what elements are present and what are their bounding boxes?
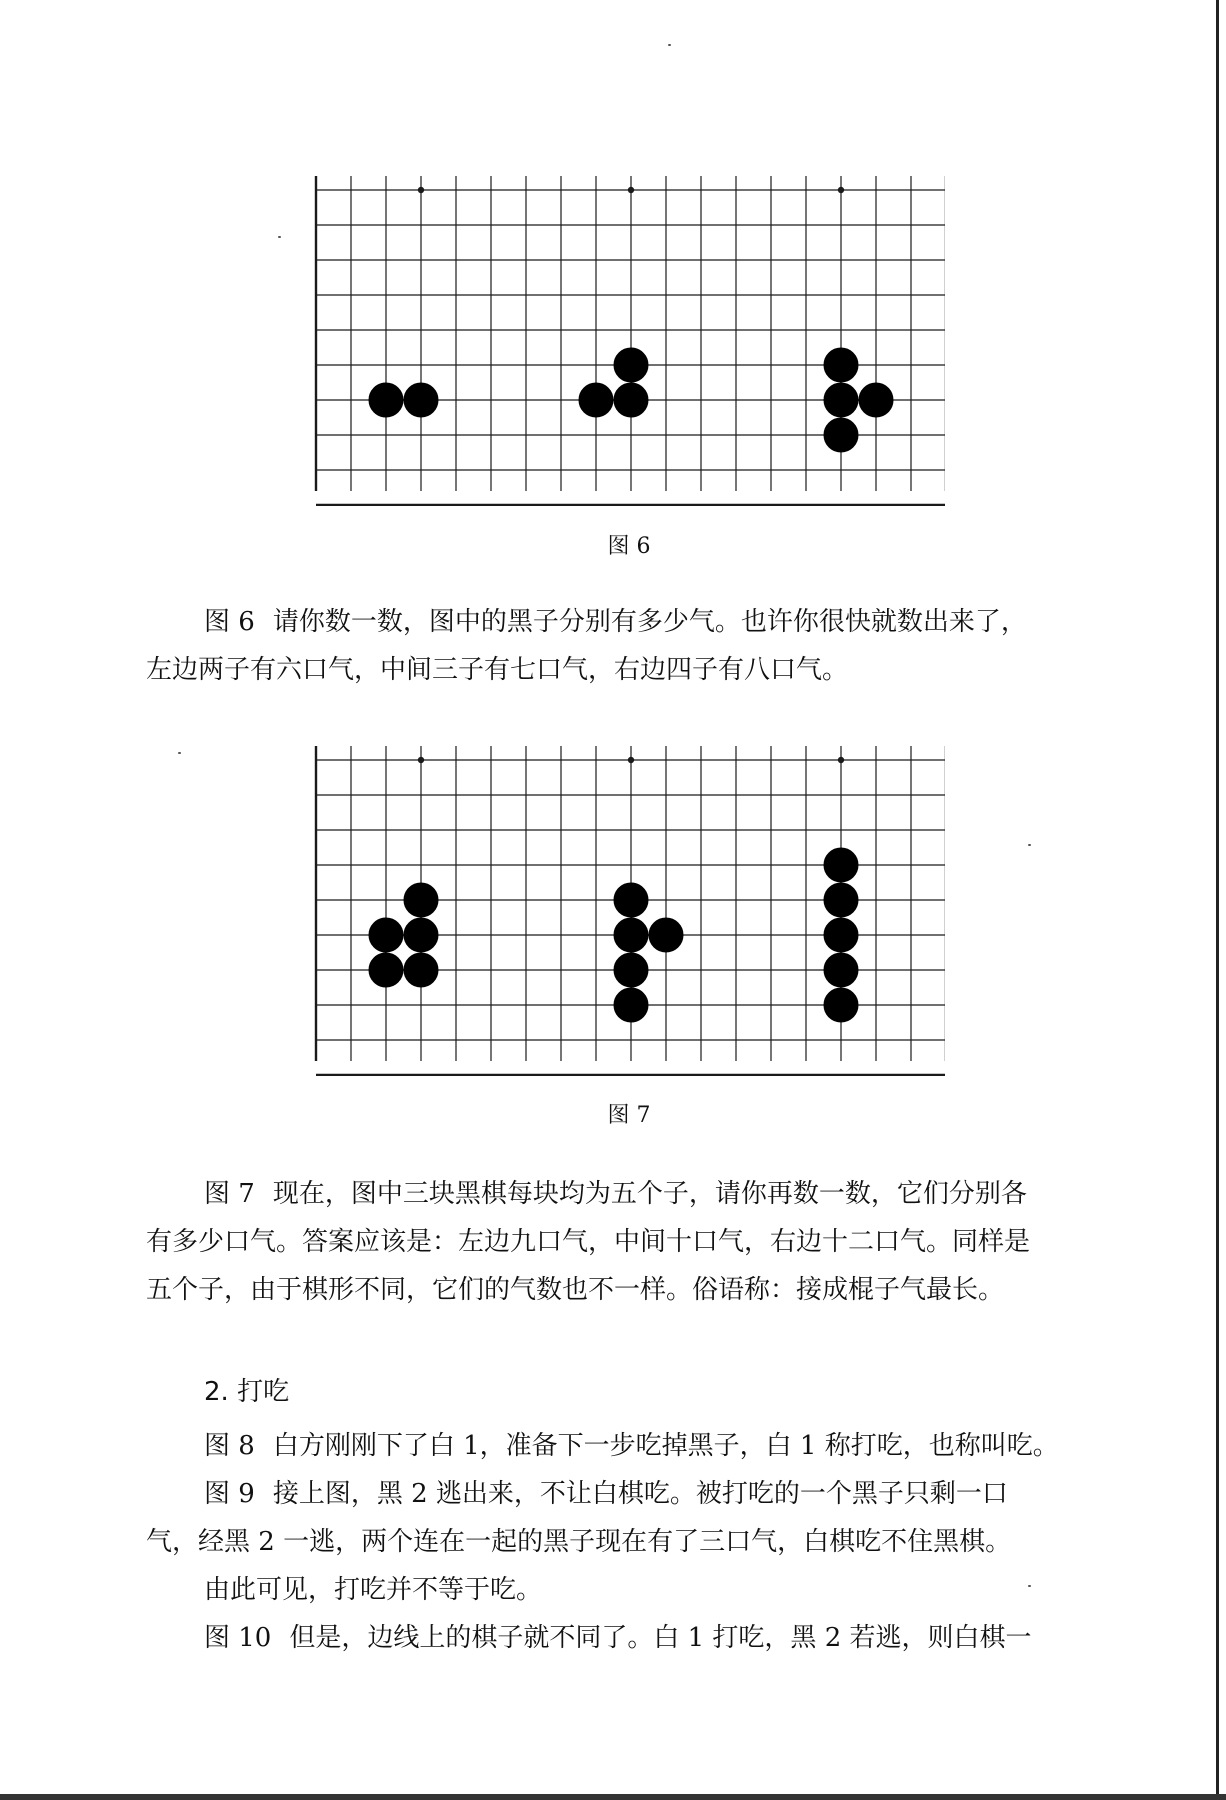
- star-point: [418, 757, 424, 763]
- star-point: [628, 757, 634, 763]
- text-segment: 但是，边线上的棋子就不同了。白 1 打吃，黑 2 若逃，则白棋一: [289, 1623, 1032, 1653]
- black-stone: [649, 918, 683, 952]
- black-stone: [404, 883, 438, 917]
- figure-6-caption: 图 6: [607, 534, 651, 559]
- scan-speck: [278, 236, 281, 238]
- black-stone: [824, 383, 858, 417]
- black-stone: [369, 918, 403, 952]
- star-point: [418, 187, 424, 193]
- black-stone: [824, 418, 858, 452]
- black-stone: [614, 988, 648, 1022]
- black-stone: [404, 383, 438, 417]
- black-stone: [579, 383, 613, 417]
- text-line: 五个子，由于棋形不同，它们的气数也不一样。俗语称：接成棍子气最长。: [146, 1275, 1005, 1305]
- black-stone: [614, 348, 648, 382]
- black-stone: [614, 953, 648, 987]
- text-line: [146, 1422, 1116, 1470]
- black-stone: [824, 848, 858, 882]
- text-segment: 白方刚刚下了白 1，准备下一步吃掉黑子，白 1 称打吃，也称叫吃。: [272, 1431, 1059, 1461]
- black-stone: [824, 883, 858, 917]
- scan-speck: [668, 44, 671, 46]
- black-stone: [824, 953, 858, 987]
- section-heading: 2. 打吃: [204, 1377, 290, 1407]
- figure-7-caption: 图 7: [607, 1103, 651, 1128]
- black-stone: [614, 918, 648, 952]
- text-line: [146, 1170, 1116, 1218]
- scan-speck: [1028, 1585, 1031, 1587]
- text-segment: 接上图，黑 2 逃出来，不让白棋吃。被打吃的一个黑子只剩一口: [272, 1479, 1008, 1509]
- figure-7-description: [146, 1170, 1116, 1314]
- go-board-figure-6: [313, 176, 945, 506]
- black-stone: [369, 383, 403, 417]
- text-line: [146, 598, 1116, 646]
- black-stone: [859, 383, 893, 417]
- black-stone: [824, 988, 858, 1022]
- figure-reference: 图 8: [204, 1431, 255, 1461]
- scan-speck: [1028, 844, 1031, 846]
- star-point: [838, 187, 844, 193]
- figure-reference: 图 6: [204, 607, 255, 637]
- black-stone: [824, 918, 858, 952]
- scan-speck: [178, 752, 181, 754]
- figure-reference: 图 10: [204, 1623, 272, 1653]
- black-stone: [614, 383, 648, 417]
- black-stone: [614, 883, 648, 917]
- star-point: [838, 757, 844, 763]
- black-stone: [369, 953, 403, 987]
- go-board-figure-7: [313, 746, 945, 1076]
- black-stone: [824, 348, 858, 382]
- text-line: 有多少口气。答案应该是：左边九口气，中间十口气，右边十二口气。同样是: [146, 1227, 1031, 1257]
- page-bottom-rule: [0, 1794, 1226, 1800]
- page-edge: [1216, 0, 1219, 1800]
- figure-6-description: [146, 598, 1116, 694]
- text-line: [146, 1614, 1116, 1662]
- text-segment: 请你数一数，图中的黑子分别有多少气。也许你很快就数出来了，: [272, 607, 1027, 637]
- section-body: [146, 1422, 1116, 1662]
- text-line: 气，经黑 2 一逃，两个连在一起的黑子现在有了三口气，白棋吃不住黑棋。: [146, 1527, 1012, 1557]
- text-segment: 现在，图中三块黑棋每块均为五个子，请你再数一数，它们分别各: [272, 1179, 1027, 1209]
- black-stone: [404, 953, 438, 987]
- text-line: [146, 1470, 1116, 1518]
- text-line: 由此可见，打吃并不等于吃。: [204, 1575, 543, 1605]
- figure-reference: 图 9: [204, 1479, 255, 1509]
- black-stone: [404, 918, 438, 952]
- figure-reference: 图 7: [204, 1179, 255, 1209]
- star-point: [628, 187, 634, 193]
- text-line: 左边两子有六口气，中间三子有七口气，右边四子有八口气。: [146, 655, 849, 685]
